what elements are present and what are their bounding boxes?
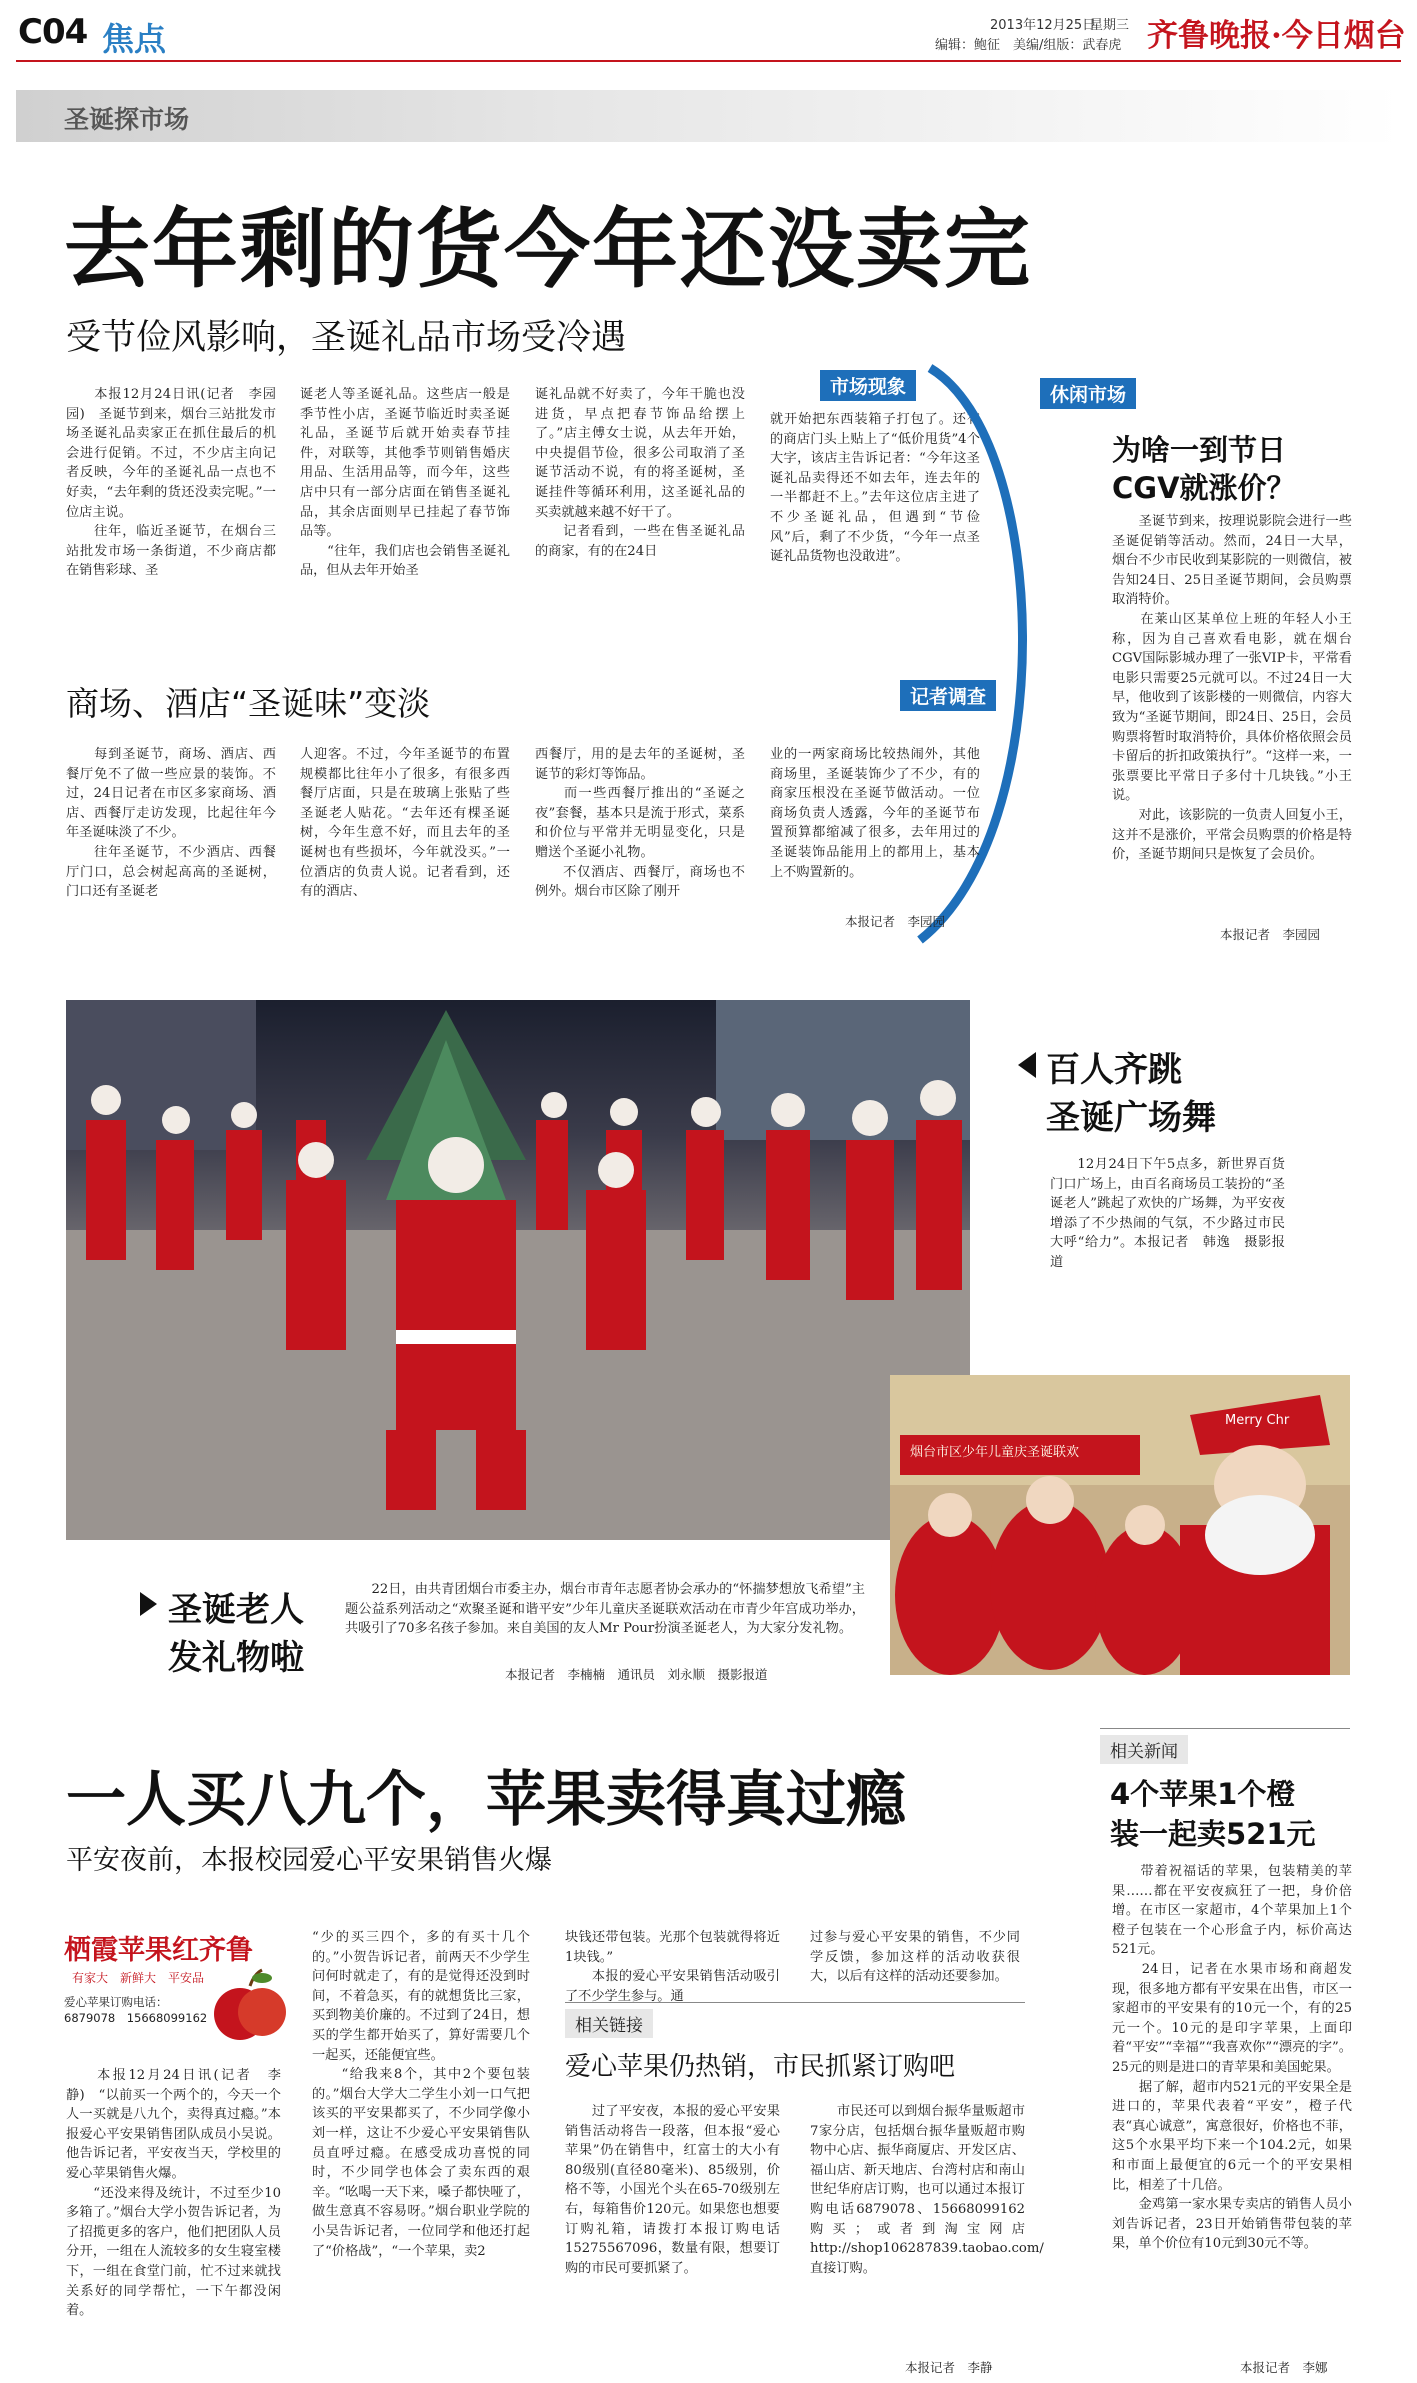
story1-section2-column-2: 人迎客。不过，今年圣诞节的布置规模都比往年小了很多，有很多西餐厅店面，只是在玻璃上张贴了些圣诞老人贴花。“去年还有棵圣诞树，今年生意不好，而且去年的圣诞树也有些损坏，今年就没买。”一位酒店的负责人说。记者看到，还有的酒店、 bbox=[300, 747, 510, 900]
story1-section2-column-1: 每到圣诞节，商场、酒店、西餐厅免不了做一些应景的装饰。不过，24日记者在市区多家商场、酒店、西餐厅走访发现，比起往年今年圣诞味淡了不少。 往年圣诞节，不少酒店、西餐厅门口，总会树起高高的圣诞树，门口还有圣诞老 bbox=[66, 747, 276, 900]
kicker-bar bbox=[16, 90, 1401, 142]
cgv-body: 圣诞节到来，按理说影院会进行一些圣诞促销等活动。然而，24日一大早，烟台不少市民收到某影院的一则微信，被告知24日、25日圣诞节期间，会员购票取消特价。 在莱山区某单位上班的年轻人小王称，因为自己喜欢看电影，就在烟台CGV国际影城办理了一张VIP卡，平常看电影只需要25元就可以。不过24日一大早，他收到了该影楼的一则微信，内容大致为“圣诞节期间，即24日、25日，会员购票将暂时取消特价，具体价格依照会员卡留后的折扣政策执行”。“这样一来，一张票要比平常日子多付十几块钱。”小王说。 对此，该影院的一负责人回复小王，这并不是涨价，平常会员购票的价格是特价，圣诞节期间只是恢复了会员价。 bbox=[1112, 514, 1352, 863]
apple-column-2: “少的买三四个，多的有买十几个的。”小贺告诉记者，前两天不少学生问何时就走了，有的是觉得还没到时间，不着急买，有的就想货比三家，买到物美价廉的。不过到了24日，想买的学生都开始买了，算好需要几个一起买，还能便宜些。 “给我来8个，其中2个要包装的。”烟台大学大二学生小刘一口气把该买的平安果都买了，不少同学像小刘一样，这让不少爱心平安果销售队员直呼过瘾。在感受成功喜悦的同时，不少同学也体会了卖东西的艰辛。“吆喝一天下来，嗓子都快哑了，做生意真不容易呀。”烟台职业学院的小吴告诉记者，一位同学和他还打起了“价格战”，“一个苹果，卖2 bbox=[312, 1930, 530, 2259]
related-news-headline-line1: 4个苹果1个橙 bbox=[1110, 1777, 1296, 1811]
apple-column-1: 本报12月24日讯(记者 李静) “以前买一个两个的，今天一个人一买就是八九个，卖得真过瘾。”本报爱心平安果销售团队成员小吴说。他告诉记者，平安夜当天，学校里的爱心苹果销售火爆。 “还没来得及统计，不过至少10多箱了。”烟台大学小贺告诉记者，为了招揽更多的客户，他们把团队人员分开，一组在人流较多的女生寝室楼下，一组在食堂门前，忙不过来就找关系好的同学帮忙，一下午都没闲着。 bbox=[66, 2068, 281, 2319]
apple-icon bbox=[210, 1966, 290, 2046]
story1-section2-column-4: 业的一两家商场比较热闹外，其他商场里，圣诞装饰少了不少，有的商家压根没在圣诞节做活动。一位商场负责人透露，今年的圣诞节布置预算都缩减了很多，去年用过的圣诞装饰品能用上的都用上，基本上不购置新的。 bbox=[770, 747, 980, 880]
page-number: C04 bbox=[18, 12, 88, 52]
dance-headline-line2: 圣诞广场舞 bbox=[1046, 1098, 1216, 1138]
square-dance-photo bbox=[66, 1000, 970, 1540]
photo-banner-text: 烟台市区少年儿童庆圣诞联欢 bbox=[910, 1445, 1080, 1460]
apple-column-4: 过参与爱心平安果的销售，不少同学反馈，参加这样的活动收获很大，以后有这样的活动还要参加。 bbox=[810, 1930, 1020, 1985]
ad-slogan: 有家大 新鲜大 平安品 bbox=[60, 1971, 205, 1985]
gifts-headline-line2: 发礼物啦 bbox=[168, 1638, 304, 1678]
related-news-headline-line2: 装一起卖521元 bbox=[1110, 1817, 1316, 1851]
apple-headline: 一人买八九个，苹果卖得真过瘾 bbox=[66, 1765, 906, 1835]
dance-headline-line1: 百人齐跳 bbox=[1046, 1050, 1182, 1090]
related-news-byline: 本报记者 李娜 bbox=[1240, 2360, 1328, 2375]
main-subhead: 受节俭风影响，圣诞礼品市场受冷遇 bbox=[66, 318, 627, 358]
story1-section2-column-3: 西餐厅，用的是去年的圣诞树，圣诞节的彩灯等饰品。 而一些西餐厅推出的“圣诞之夜”套餐，基本只是流于形式，菜系和价位与平常并无明显变化，只是赠送个圣诞小礼物。 不仅酒店、西餐厅，商场也不例外。烟台市区除了刚开 bbox=[535, 747, 745, 900]
related-link-label: 相关链接 bbox=[565, 2009, 653, 2038]
story1-byline: 本报记者 李园园 bbox=[845, 914, 946, 929]
related-link-headline: 爱心苹果仍热销，市民抓紧订购吧 bbox=[565, 2052, 956, 2082]
play-arrow-icon bbox=[140, 1592, 157, 1616]
story1-column-4: 就开始把东西装箱子打包了。还有的商店门头上贴上了“低价甩货”4个大字，该店主告诉记者：“今年这圣诞礼品卖得还不如去年，连去年的一半都赶不上。”去年这位店主进了不少圣诞礼品，但遇到“节俭风”后，剩了不少货，“今年一点圣诞礼品货物也没敢进”。 bbox=[770, 412, 980, 565]
cgv-byline: 本报记者 李园园 bbox=[1220, 927, 1321, 942]
gifts-headline-line1: 圣诞老人 bbox=[168, 1590, 304, 1630]
related-news-label-bar bbox=[1100, 1728, 1350, 1762]
issue-date: 2013年12月25日 bbox=[990, 18, 1096, 33]
section-name: 焦点 bbox=[102, 20, 167, 58]
photo-hat-text: Merry Chr bbox=[1225, 1413, 1290, 1428]
story1-column-3: 诞礼品就不好卖了，今年干脆也没进货，早点把春节饰品给摆上了。”店主傅女士说，从去年开始，中央提倡节俭，很多公司取消了圣诞节活动不说，有的将圣诞树，圣诞挂件等循环利用，这圣诞礼品的买卖就越来越不好干了。 记者看到，一些在售圣诞礼品的商家，有的在24日 bbox=[535, 387, 745, 559]
gift-giving-photo bbox=[890, 1375, 1350, 1675]
ad-phone-label: 爱心苹果订购电话： bbox=[64, 1995, 168, 2009]
masthead: 齐鲁晚报·今日烟台 bbox=[1147, 18, 1406, 54]
related-column-1: 过了平安夜，本报的爱心平安果销售活动将告一段落，但本报“爱心苹果”仍在销售中，红富士的大小有80级别(直径80毫米)、85级别，价格不等，小国光个头在65-70级别左右，每箱售价120元。如果您也想要订购礼箱，请拨打本报订购电话15275567096，数量有限，想要订购的市民可要抓紧了。 bbox=[565, 2104, 780, 2276]
cgv-headline-line2: CGV就涨价？ bbox=[1112, 471, 1296, 505]
header-rule bbox=[16, 60, 1401, 62]
gifts-caption: 22日，由共青团烟台市委主办，烟台市青年志愿者协会承办的“怀揣梦想放飞希望”主题公益系列活动之“欢聚圣诞和谐平安”少年儿童庆圣诞联欢活动在市青少年宫成功举办，共吸引了70多名孩子参加。来自美国的友人Mr Pour扮演圣诞老人，为大家分发礼物。 bbox=[345, 1582, 865, 1637]
tag-reporter-survey: 记者调查 bbox=[900, 680, 996, 711]
dance-caption: 12月24日下午5点多，新世界百货门口广场上，由百名商场员工装扮的“圣诞老人”跳起了欢快的广场舞，为平安夜增添了不少热闹的气氛，不少路过市民大呼“给力”。本报记者 韩逸 摄影报道 bbox=[1050, 1157, 1285, 1270]
apple-byline: 本报记者 李静 bbox=[905, 2360, 993, 2375]
ad-title: 栖霞苹果红齐鲁 bbox=[64, 1935, 253, 1966]
related-news-body: 带着祝福话的苹果，包装精美的苹果……都在平安夜疯狂了一把，身价倍增。在市区一家超市，4个苹果加上1个橙子包装在一个心形盒子内，标价高达521元。 24日，记者在水果市场和商超发现，很多地方都有平安果在出售，市区一家超市的平安果有的10元一个，有的25元一个。10元的是印字苹果，上面印着“平安”“幸福”“我喜欢你”“漂亮的字”。25元的则是进口的青苹果和美国蛇果。 据了解，超市内521元的平安果全是进口的，苹果代表着“平安”，橙子代表“真心诚意”，寓意很好，价格也不菲，这5个水果平均下来一个104.2元，如果和市面上最便宜的6元一个的平安果相比，相差了十几倍。 金鸡第一家水果专卖店的销售人员小刘告诉记者，23日开始销售带包装的苹果，单个价位有10元到30元不等。 bbox=[1112, 1864, 1352, 2252]
ad-phone: 6879078 15668099162 bbox=[64, 2011, 208, 2025]
play-arrow-icon bbox=[1018, 1052, 1036, 1078]
related-link-box bbox=[565, 2002, 1025, 2036]
main-headline: 去年剩的货今年还没卖完 bbox=[64, 199, 1032, 300]
page-header bbox=[0, 0, 1417, 62]
apple-column-3: 块钱还带包装。光那个包装就得将近1块钱。” 本报的爱心平安果销售活动吸引了不少学生参与。通 bbox=[565, 1930, 780, 2004]
tag-leisure-market: 休闲市场 bbox=[1040, 378, 1136, 409]
apple-subhead: 平安夜前，本报校园爱心平安果销售火爆 bbox=[66, 1845, 552, 1876]
issue-weekday: 星期三 bbox=[1090, 18, 1130, 33]
story1-column-2: 诞老人等圣诞礼品。这些店一般是季节性小店，圣诞节临近时卖圣诞礼品，圣诞节后就开始卖春节挂件，对联等，其他季节则销售婚庆用品、生活用品等，而今年，这些店中只有一部分店面在销售圣诞礼品，其余店面则早已挂起了春节饰品等。 “往年，我们店也会销售圣诞礼品，但从去年开始圣 bbox=[300, 387, 510, 579]
story1-column-1: 本报12月24日讯(记者 李园园) 圣诞节到来，烟台三站批发市场圣诞礼品卖家正在抓住最后的机会进行促销。不过，不少店主向记者反映，今年的圣诞礼品一点也不好卖，“去年剩的货还没卖完呢。”一位店主说。 往年，临近圣诞节，在烟台三站批发市场一条街道，不少商店都在销售彩球、圣 bbox=[66, 387, 276, 579]
related-news-label: 相关新闻 bbox=[1100, 1735, 1188, 1764]
gifts-credit: 本报记者 李楠楠 通讯员 刘永顺 摄影报道 bbox=[505, 1667, 768, 1682]
cgv-headline-line1: 为啥一到节日 bbox=[1112, 433, 1287, 467]
editor-credits: 编辑：鲍征 美编/组版：武春虎 bbox=[935, 38, 1122, 53]
apple-order-ad bbox=[60, 1924, 290, 2059]
related-column-2: 市民还可以到烟台振华量贩超市7家分店，包括烟台振华量贩超市购物中心店、振华商厦店、开发区店、福山店、新天地店、台湾村店和南山世纪华府店订购，也可以通过本报订购电话6879078、15668099162购买；或者到淘宝网店http://shop106287839.taobao.com/直接订购。 bbox=[810, 2104, 1044, 2276]
story1-subheading: 商场、酒店“圣诞味”变淡 bbox=[66, 684, 431, 723]
tag-market-phenomenon: 市场现象 bbox=[820, 370, 916, 401]
kicker-title: 圣诞探市场 bbox=[64, 105, 190, 134]
